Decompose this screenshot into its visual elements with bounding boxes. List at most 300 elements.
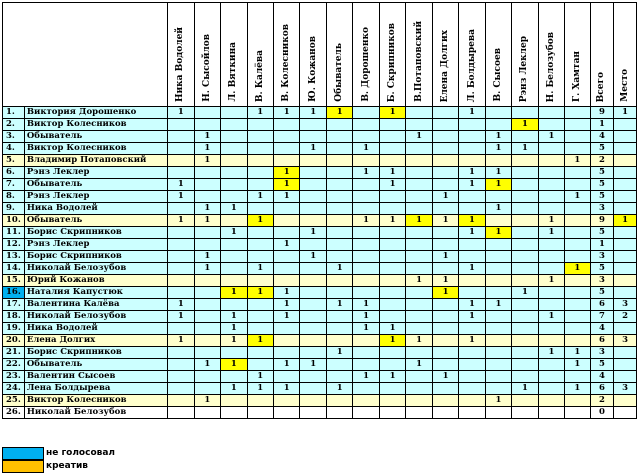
table-row (3, 167, 637, 179)
vote-cell (512, 179, 538, 191)
vote-cell (538, 167, 564, 179)
vote-cell (273, 407, 299, 419)
vote-cell (485, 347, 511, 359)
vote-cell (406, 383, 432, 395)
vote-cell (221, 371, 247, 383)
vote-cell: 1 (432, 191, 458, 203)
column-header (406, 3, 432, 107)
place-cell (614, 323, 637, 335)
vote-cell (459, 119, 485, 131)
vote-cell (406, 407, 432, 419)
row-number: 1. (3, 107, 25, 119)
total-cell: 3 (590, 203, 614, 215)
vote-cell (221, 143, 247, 155)
vote-cell (168, 143, 194, 155)
vote-cell: 1 (379, 179, 405, 191)
participant-name: Владимир Потаповский (24, 155, 167, 167)
row-number: 12. (3, 239, 25, 251)
vote-cell: 1 (485, 395, 511, 407)
vote-cell: 1 (273, 359, 299, 371)
vote-cell: 1 (406, 275, 432, 287)
place-cell (614, 359, 637, 371)
vote-cell (432, 155, 458, 167)
table-row (3, 323, 637, 335)
vote-cell (221, 215, 247, 227)
table-row (3, 263, 637, 275)
vote-cell (221, 167, 247, 179)
vote-cell (379, 227, 405, 239)
vote-cell: 1 (221, 359, 247, 371)
vote-cell (326, 323, 352, 335)
total-cell: 5 (590, 227, 614, 239)
vote-cell (432, 167, 458, 179)
vote-cell (300, 203, 326, 215)
vote-cell (273, 215, 299, 227)
vote-cell (273, 347, 299, 359)
vote-cell (326, 287, 352, 299)
vote-cell (247, 299, 273, 311)
vote-cell (459, 131, 485, 143)
row-number: 5. (3, 155, 25, 167)
vote-cell (485, 383, 511, 395)
place-cell (614, 143, 637, 155)
vote-cell (538, 107, 564, 119)
total-cell: 4 (590, 371, 614, 383)
vote-cell: 1 (353, 311, 379, 323)
participant-name: Обыватель (24, 359, 167, 371)
row-number: 20. (3, 335, 25, 347)
vote-cell (538, 119, 564, 131)
vote-cell: 1 (459, 227, 485, 239)
column-header (432, 3, 458, 107)
vote-cell (300, 335, 326, 347)
vote-cell (565, 227, 591, 239)
place-cell (614, 239, 637, 251)
table-row (3, 275, 637, 287)
vote-cell (221, 179, 247, 191)
vote-cell (194, 371, 220, 383)
row-number: 16. (3, 287, 25, 299)
vote-cell: 1 (538, 227, 564, 239)
vote-cell (300, 119, 326, 131)
vote-cell (326, 371, 352, 383)
vote-cell (379, 275, 405, 287)
vote-cell (379, 203, 405, 215)
vote-cell (300, 191, 326, 203)
vote-cell (565, 407, 591, 419)
vote-cell (353, 155, 379, 167)
vote-cell (512, 263, 538, 275)
vote-cell (194, 107, 220, 119)
vote-cell (379, 239, 405, 251)
vote-cell (538, 143, 564, 155)
vote-cell (379, 263, 405, 275)
vote-cell (565, 251, 591, 263)
column-header (247, 3, 273, 107)
row-number: 25. (3, 395, 25, 407)
legend-swatch (2, 447, 44, 460)
total-cell: 3 (590, 347, 614, 359)
vote-cell (273, 155, 299, 167)
vote-cell (194, 347, 220, 359)
vote-cell: 1 (168, 311, 194, 323)
vote-cell (353, 287, 379, 299)
vote-cell (300, 179, 326, 191)
vote-cell (300, 407, 326, 419)
column-header-label: Рэнз Леклер (519, 35, 530, 102)
vote-cell (273, 227, 299, 239)
vote-cell (379, 383, 405, 395)
vote-cell (406, 239, 432, 251)
vote-cell: 1 (247, 215, 273, 227)
total-cell: 1 (590, 119, 614, 131)
place-cell (614, 407, 637, 419)
vote-cell (221, 299, 247, 311)
vote-cell (353, 179, 379, 191)
vote-cell (273, 323, 299, 335)
vote-cell: 1 (379, 215, 405, 227)
total-cell: 5 (590, 143, 614, 155)
vote-cell (432, 359, 458, 371)
vote-cell (406, 107, 432, 119)
vote-cell: 1 (565, 359, 591, 371)
vote-cell (168, 323, 194, 335)
total-cell: 4 (590, 131, 614, 143)
vote-cell (273, 275, 299, 287)
vote-cell (353, 359, 379, 371)
participant-name: Ника Водолей (24, 323, 167, 335)
vote-cell (406, 119, 432, 131)
vote-cell (194, 275, 220, 287)
vote-cell (512, 359, 538, 371)
vote-cell (300, 155, 326, 167)
vote-cell: 1 (247, 263, 273, 275)
vote-cell: 1 (168, 107, 194, 119)
vote-cell (512, 335, 538, 347)
vote-cell (353, 107, 379, 119)
vote-cell (379, 119, 405, 131)
vote-cell (485, 311, 511, 323)
vote-cell (379, 251, 405, 263)
participant-name: Борис Скрипников (24, 227, 167, 239)
total-cell: 1 (590, 239, 614, 251)
vote-cell: 1 (353, 215, 379, 227)
place-cell (614, 227, 637, 239)
vote-cell (485, 275, 511, 287)
vote-cell (538, 407, 564, 419)
place-cell (614, 167, 637, 179)
vote-cell (273, 371, 299, 383)
table-row (3, 215, 637, 227)
place-cell (614, 179, 637, 191)
vote-cell: 1 (353, 143, 379, 155)
vote-cell (273, 203, 299, 215)
vote-cell: 1 (194, 215, 220, 227)
participant-name: Николай Белозубов (24, 263, 167, 275)
column-header-label: В. Сысоев (492, 48, 503, 102)
vote-cell (538, 383, 564, 395)
vote-cell: 1 (247, 383, 273, 395)
vote-cell: 1 (326, 299, 352, 311)
vote-cell (221, 395, 247, 407)
vote-cell (459, 395, 485, 407)
vote-cell (406, 263, 432, 275)
vote-cell: 1 (168, 299, 194, 311)
vote-cell: 1 (300, 107, 326, 119)
vote-cell (194, 239, 220, 251)
vote-cell (300, 131, 326, 143)
vote-cell: 1 (221, 287, 247, 299)
vote-cell: 1 (194, 263, 220, 275)
vote-cell (406, 155, 432, 167)
vote-cell: 1 (300, 143, 326, 155)
column-header-label: Всего (596, 71, 607, 102)
vote-cell (168, 407, 194, 419)
vote-cell (565, 323, 591, 335)
vote-cell (406, 143, 432, 155)
vote-cell (300, 371, 326, 383)
vote-cell (326, 227, 352, 239)
vote-cell (512, 323, 538, 335)
total-cell: 4 (590, 323, 614, 335)
column-header-label: Б. Скрипников (387, 22, 398, 102)
vote-cell (406, 347, 432, 359)
vote-cell (247, 347, 273, 359)
header-row (3, 3, 637, 107)
vote-cell: 1 (538, 215, 564, 227)
vote-cell (565, 131, 591, 143)
vote-cell (300, 383, 326, 395)
vote-cell (273, 263, 299, 275)
vote-cell (168, 167, 194, 179)
column-header-label: Н. Белозубов (545, 31, 556, 102)
place-cell (614, 251, 637, 263)
vote-cell: 1 (194, 203, 220, 215)
vote-cell (459, 239, 485, 251)
vote-cell (168, 275, 194, 287)
vote-cell (379, 299, 405, 311)
place-cell (614, 119, 637, 131)
participant-name: Николай Белозубов (24, 311, 167, 323)
column-header (194, 3, 220, 107)
participant-name: Обыватель (24, 131, 167, 143)
participant-name: Рэнз Леклер (24, 191, 167, 203)
vote-cell (326, 275, 352, 287)
vote-cell (538, 179, 564, 191)
place-cell: 3 (614, 299, 637, 311)
row-number: 13. (3, 251, 25, 263)
vote-cell: 1 (406, 359, 432, 371)
vote-cell (565, 167, 591, 179)
vote-cell (379, 287, 405, 299)
vote-cell (247, 239, 273, 251)
vote-cell (432, 347, 458, 359)
vote-cell (565, 203, 591, 215)
vote-cell (406, 191, 432, 203)
vote-cell (406, 203, 432, 215)
vote-cell (247, 143, 273, 155)
column-header-label: Л. Вяткина (228, 42, 239, 102)
vote-cell (379, 407, 405, 419)
vote-cell (512, 299, 538, 311)
column-header-label: В.Потаповский (413, 21, 424, 102)
table-row (3, 107, 637, 119)
vote-cell (300, 167, 326, 179)
vote-cell (538, 191, 564, 203)
row-number: 19. (3, 323, 25, 335)
vote-cell (168, 203, 194, 215)
vote-cell (379, 359, 405, 371)
row-number: 15. (3, 275, 25, 287)
vote-cell (432, 131, 458, 143)
vote-cell (247, 407, 273, 419)
vote-cell (326, 335, 352, 347)
vote-cell: 1 (194, 131, 220, 143)
vote-cell: 1 (326, 383, 352, 395)
vote-cell (300, 299, 326, 311)
legend-label: креатив (46, 461, 88, 471)
table-row (3, 131, 637, 143)
vote-cell (485, 119, 511, 131)
vote-cell: 1 (194, 143, 220, 155)
vote-cell (512, 155, 538, 167)
vote-cell (459, 191, 485, 203)
vote-cell (406, 179, 432, 191)
column-header-label: Ника Водолей (175, 26, 186, 102)
vote-cell (485, 215, 511, 227)
table-row (3, 383, 637, 395)
vote-cell (406, 311, 432, 323)
place-cell (614, 155, 637, 167)
vote-cell (432, 107, 458, 119)
column-header-label: В. Колесников (281, 24, 292, 102)
place-cell (614, 131, 637, 143)
total-cell: 9 (590, 215, 614, 227)
vote-cell (406, 371, 432, 383)
vote-cell (353, 131, 379, 143)
table-row (3, 359, 637, 371)
vote-cell: 1 (379, 323, 405, 335)
table-row (3, 347, 637, 359)
row-number: 24. (3, 383, 25, 395)
column-header-label: Елена Долгих (440, 29, 451, 102)
vote-cell (538, 335, 564, 347)
vote-cell (379, 191, 405, 203)
row-number: 7. (3, 179, 25, 191)
participant-name: Елена Долгих (24, 335, 167, 347)
vote-cell (432, 227, 458, 239)
vote-cell (168, 251, 194, 263)
vote-cell (485, 407, 511, 419)
vote-cell: 1 (273, 107, 299, 119)
column-header-label: В. Калёва (254, 49, 265, 102)
place-cell: 2 (614, 311, 637, 323)
vote-cell (459, 347, 485, 359)
vote-cell (326, 167, 352, 179)
vote-cell: 1 (273, 179, 299, 191)
place-cell (614, 371, 637, 383)
vote-cell: 1 (273, 239, 299, 251)
vote-cell (565, 143, 591, 155)
vote-cell: 1 (565, 191, 591, 203)
participant-name: Обыватель (24, 179, 167, 191)
vote-cell (485, 251, 511, 263)
vote-cell (168, 227, 194, 239)
vote-cell (406, 287, 432, 299)
vote-cell: 1 (459, 311, 485, 323)
vote-cell: 1 (273, 287, 299, 299)
vote-cell (565, 395, 591, 407)
vote-cell: 1 (459, 107, 485, 119)
vote-cell (459, 155, 485, 167)
vote-cell (538, 359, 564, 371)
vote-cell (168, 263, 194, 275)
vote-cell (512, 107, 538, 119)
total-cell: 5 (590, 179, 614, 191)
vote-cell (221, 347, 247, 359)
total-cell: 0 (590, 407, 614, 419)
vote-cell (353, 203, 379, 215)
total-cell: 5 (590, 287, 614, 299)
vote-cell (485, 335, 511, 347)
vote-cell: 1 (406, 215, 432, 227)
vote-cell (432, 119, 458, 131)
row-number: 6. (3, 167, 25, 179)
participant-name: Виктория Дорошенко (24, 107, 167, 119)
vote-cell: 1 (406, 131, 432, 143)
vote-cell (485, 371, 511, 383)
column-header (273, 3, 299, 107)
vote-cell: 1 (512, 143, 538, 155)
vote-cell (300, 215, 326, 227)
column-header (326, 3, 352, 107)
vote-cell (379, 155, 405, 167)
participant-name: Валентин Сысоев (24, 371, 167, 383)
vote-cell: 1 (194, 395, 220, 407)
vote-cell (194, 299, 220, 311)
vote-cell (485, 287, 511, 299)
vote-cell: 1 (485, 179, 511, 191)
row-number: 11. (3, 227, 25, 239)
table-row (3, 395, 637, 407)
row-number: 26. (3, 407, 25, 419)
vote-cell: 1 (247, 335, 273, 347)
column-header-label: В. Дорошенко (360, 27, 371, 102)
vote-cell (353, 275, 379, 287)
vote-cell: 1 (221, 311, 247, 323)
vote-cell (194, 383, 220, 395)
vote-cell (194, 287, 220, 299)
vote-cell (432, 203, 458, 215)
vote-cell (459, 287, 485, 299)
column-header (459, 3, 485, 107)
vote-cell (485, 239, 511, 251)
participant-name: Рэнз Леклер (24, 239, 167, 251)
vote-cell: 1 (326, 347, 352, 359)
row-number: 2. (3, 119, 25, 131)
vote-cell (538, 155, 564, 167)
participant-name: Обыватель (24, 215, 167, 227)
vote-cell (459, 323, 485, 335)
table-row (3, 239, 637, 251)
vote-cell (194, 407, 220, 419)
column-header-label: Л. Болдырева (466, 28, 477, 102)
vote-cell (247, 395, 273, 407)
total-cell: 2 (590, 155, 614, 167)
vote-cell (565, 371, 591, 383)
table-row (3, 299, 637, 311)
vote-cell (326, 395, 352, 407)
